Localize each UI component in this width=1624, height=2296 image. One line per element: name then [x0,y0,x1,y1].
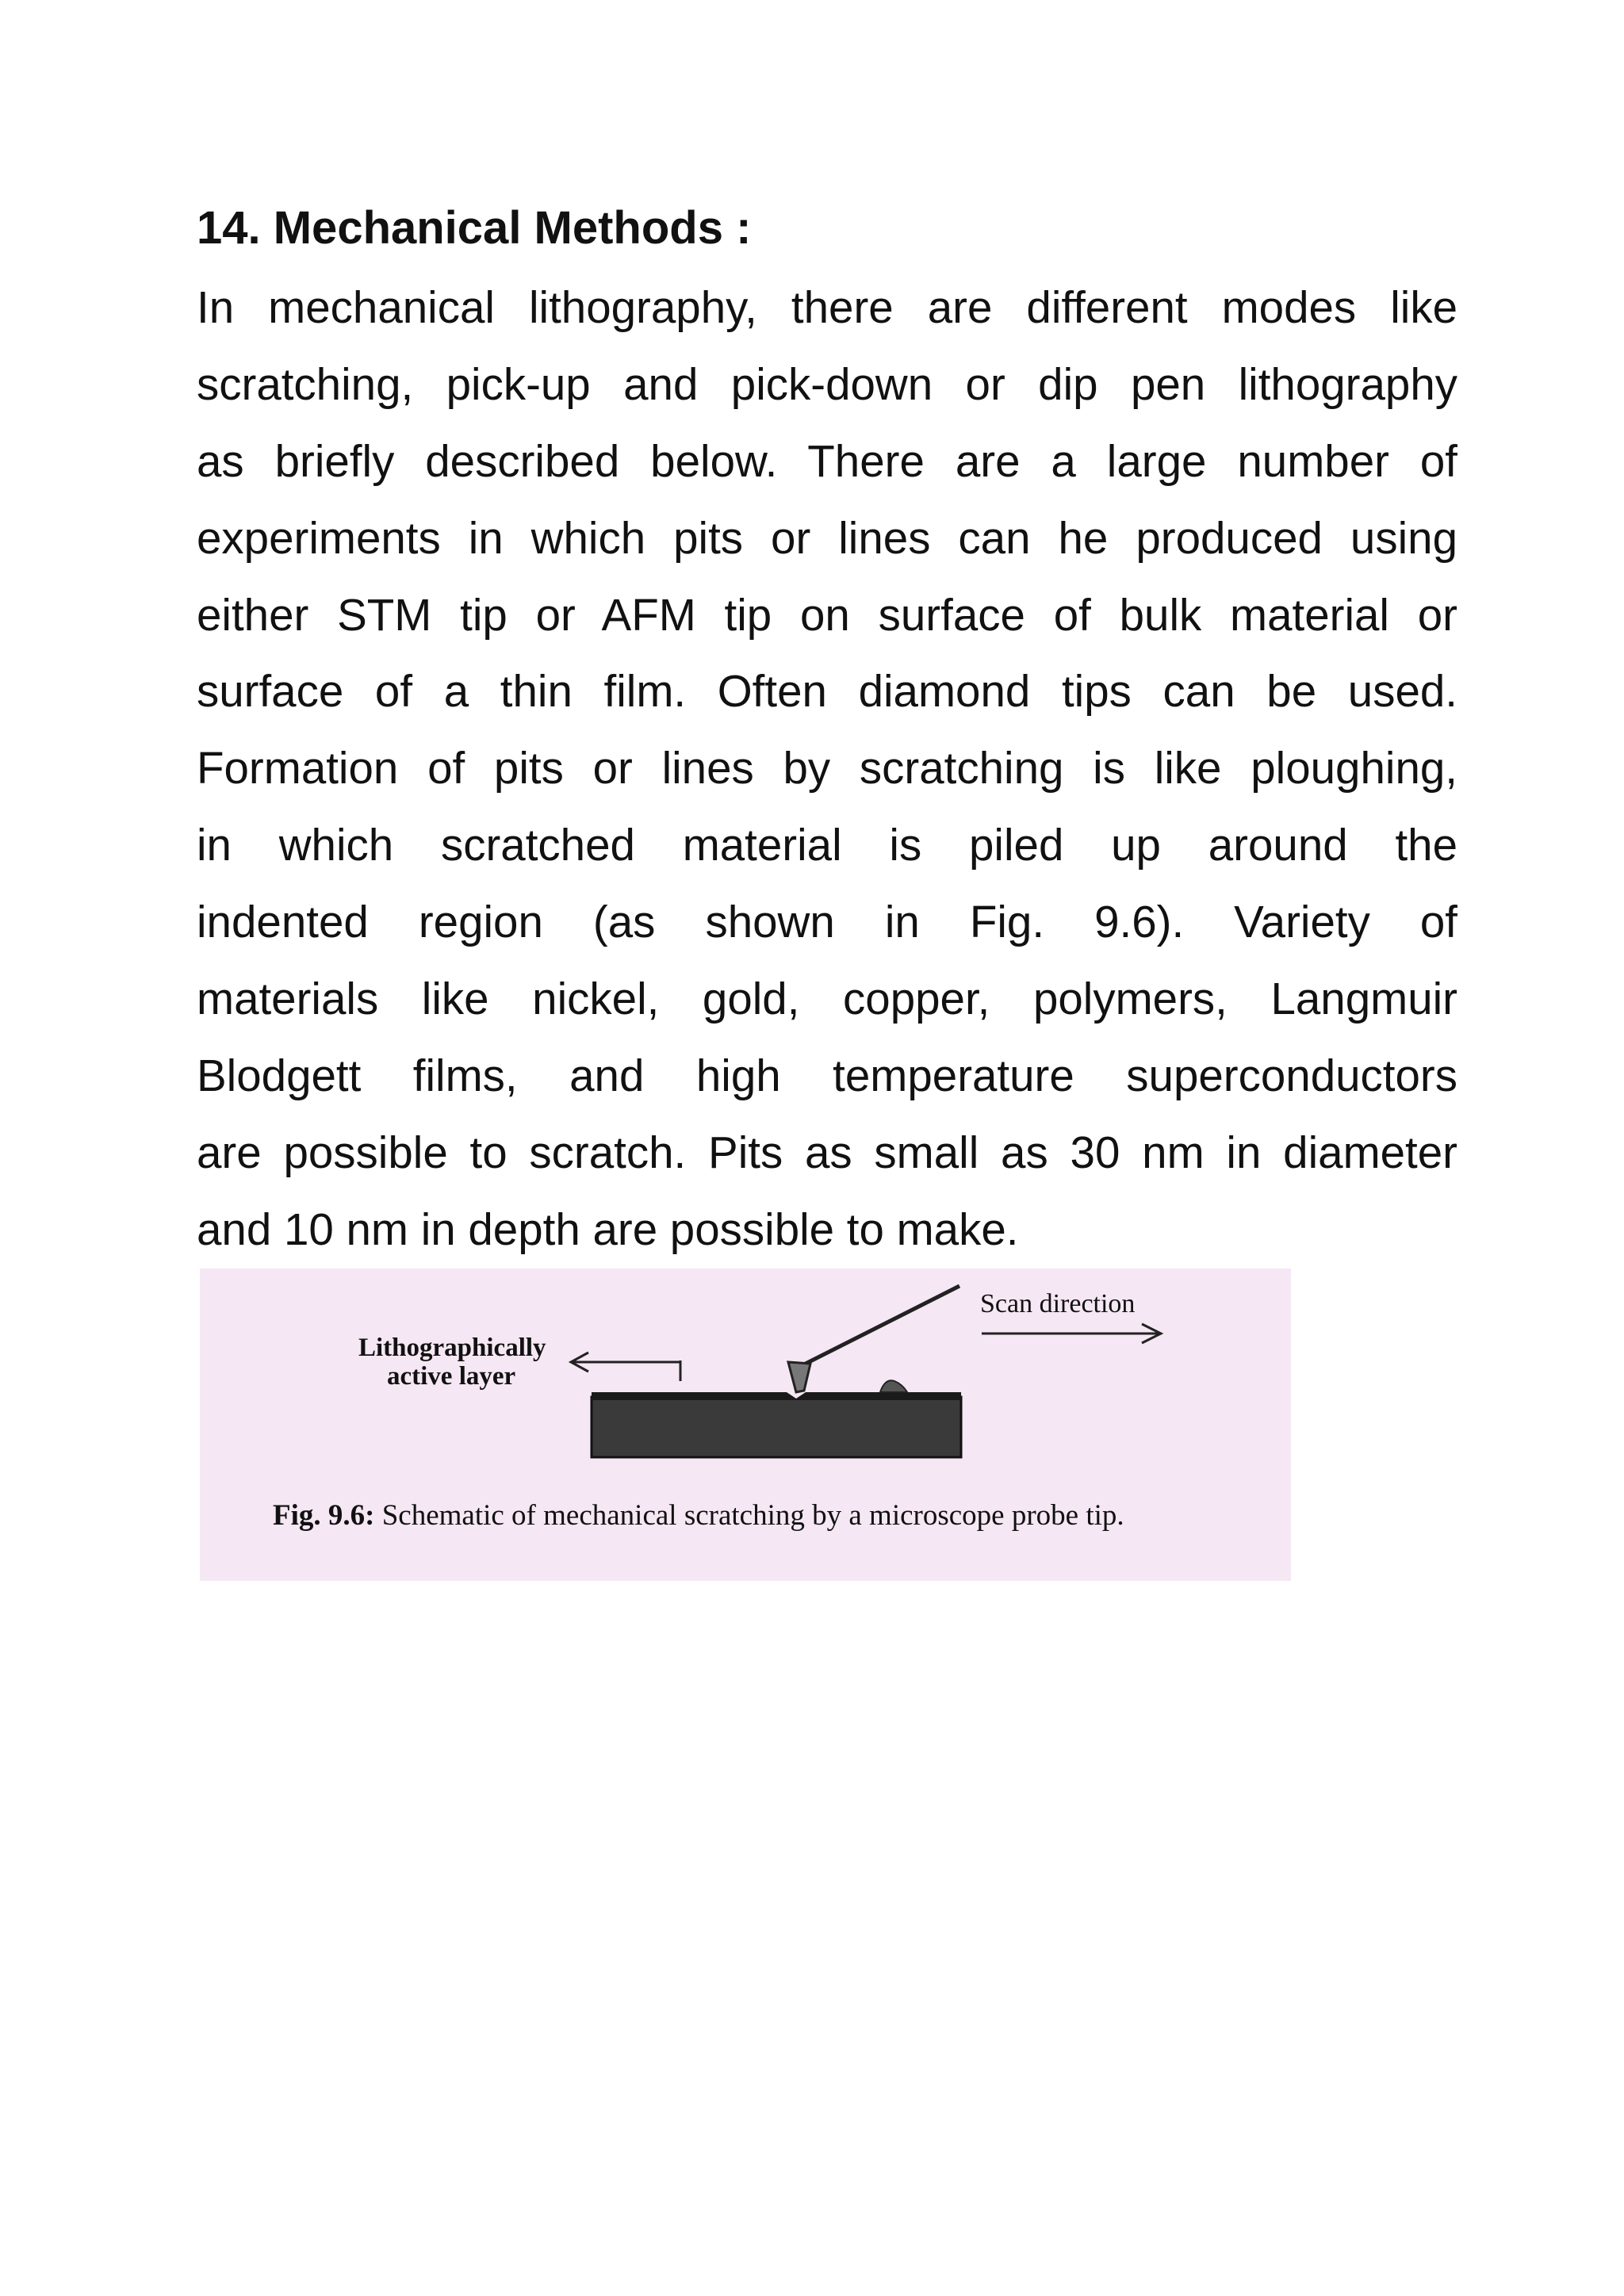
cantilever [799,1286,959,1367]
paragraph-line: in which scratched material is piled up around the [197,820,1457,871]
caption-text: Schematic of mechanical scratching by a microscope probe tip. [374,1499,1124,1532]
figure-9-6 [200,1269,1291,1581]
piled-material [880,1380,907,1392]
figure-caption [273,1498,1124,1533]
probe-tip [788,1362,810,1392]
caption-label: Fig. 9.6: [273,1499,375,1532]
layer-label-line1: Lithographically [358,1334,546,1362]
active-layer [592,1392,961,1400]
substrate-block [592,1397,961,1457]
paragraph-line: In mechanical lithography, there are different modes like [197,282,1457,332]
scan-direction-label: Scan direction [980,1289,1136,1318]
paragraph-line: are possible to scratch. Pits as small as 30 nm in diameter [197,1127,1457,1177]
paragraph-line: Formation of pits or lines by scratching is like ploughing, [197,743,1457,794]
paragraph-line: indented region (as shown in Fig. 9.6). Variety of [197,897,1457,947]
layer-pointer-arrow [571,1353,680,1381]
paragraph-line: materials like nickel, gold, copper, polymers, Langmuir [197,974,1457,1024]
section-heading: 14. Mechanical Methods : [197,202,752,254]
scan-direction-arrow [982,1324,1161,1343]
section-paragraph [197,270,1457,1269]
paragraph-line: Blodgett films, and high temperature superconductors [197,1050,1457,1100]
paragraph-line: either STM tip or AFM tip on surface of bulk material or [197,589,1457,640]
paragraph-line: as briefly described below. There are a large number of [197,435,1457,486]
layer-label-line2: active layer [387,1362,516,1391]
paragraph-line: surface of a thin film. Often diamond tips can be used. [197,666,1457,717]
paragraph-line: experiments in which pits or lines can he produced using [197,512,1457,563]
paragraph-line: and 10 nm in depth are possible to make. [197,1203,1019,1254]
paragraph-line: scratching, pick-up and pick-down or dip pen lithography [197,358,1457,409]
